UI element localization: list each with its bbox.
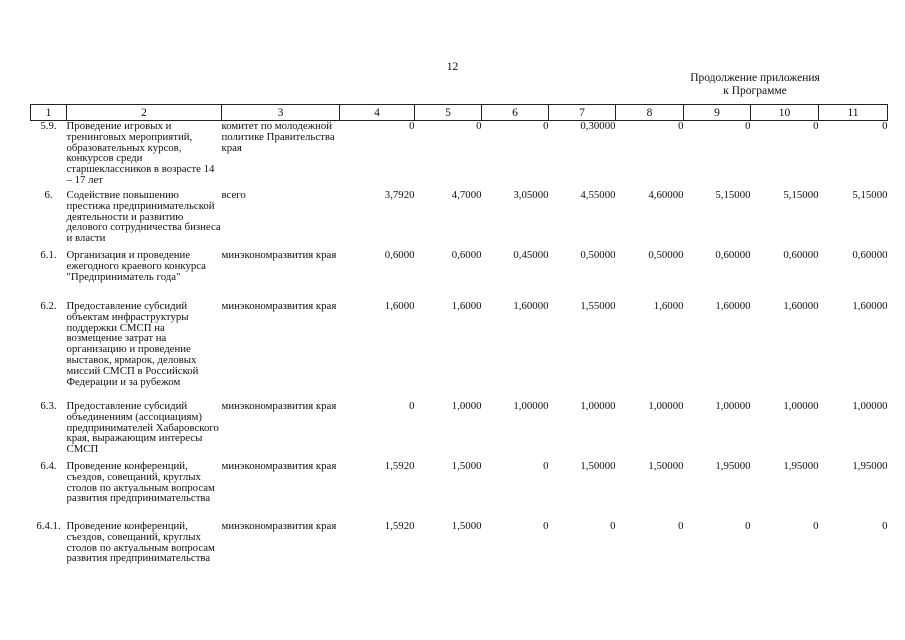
executor: комитет по молодежной политике Правительства края (221, 120, 335, 154)
value-cell: 0 (745, 520, 751, 532)
executor: минэкономразвития края (221, 300, 337, 312)
executor: минэкономразвития края (221, 460, 337, 472)
value-cell: 3,7920 (384, 189, 415, 201)
row-number: 6.2. (40, 300, 57, 312)
table-row (31, 121, 888, 191)
value-cell: 1,60000 (783, 300, 819, 312)
value-cell: 0 (813, 120, 819, 132)
value-cell: 1,5920 (384, 460, 415, 472)
table-row (31, 461, 888, 521)
value-cell: 1,6000 (384, 300, 415, 312)
measure-name: Проведение конференций, съездов, совещаний, круглых столов по актуальным вопросам развития предпринимательства (66, 520, 215, 565)
value-cell: 1,5000 (451, 460, 482, 472)
measure-name: Предоставление субсидий объектам инфраструктуры поддержки СМСП на возмещение затрат на организацию и проведение выставок, ярмарок, деловых миссий СМСП в Российской Федерации и за рубежом (66, 300, 199, 388)
continuation-label: Продолжение приложения (690, 72, 820, 84)
row-number: 6.4. (40, 460, 57, 472)
value-cell: 0 (882, 520, 888, 532)
value-cell: 0,30000 (580, 120, 616, 132)
value-cell: 1,5000 (451, 520, 482, 532)
column-header: 7 (549, 105, 616, 121)
value-cell: 1,6000 (653, 300, 684, 312)
value-cell: 0 (409, 120, 415, 132)
value-cell: 0 (882, 120, 888, 132)
value-cell: 1,00000 (648, 400, 684, 412)
value-cell: 0 (813, 520, 819, 532)
value-cell: 1,95000 (852, 460, 888, 472)
value-cell: 0 (745, 120, 751, 132)
value-cell: 0,50000 (648, 249, 684, 261)
row-number: 6.4.1. (36, 520, 61, 532)
column-header: 4 (340, 105, 415, 121)
column-header: 11 (819, 105, 888, 121)
value-cell: 0,60000 (852, 249, 888, 261)
column-header: 1 (31, 105, 67, 121)
measure-name: Проведение конференций, съездов, совещаний, круглых столов по актуальным вопросам развития предпринимательства (66, 460, 215, 505)
value-cell: 1,6000 (451, 300, 482, 312)
row-number: 5.9. (40, 120, 57, 132)
executor: минэкономразвития края (221, 520, 337, 532)
column-header: 9 (684, 105, 751, 121)
value-cell: 5,15000 (715, 189, 751, 201)
value-cell: 1,60000 (513, 300, 549, 312)
header-row (31, 105, 888, 121)
value-cell: 0 (678, 520, 684, 532)
value-cell: 0,6000 (384, 249, 415, 261)
value-cell: 0 (476, 120, 482, 132)
value-cell: 1,60000 (852, 300, 888, 312)
row-number: 6.3. (40, 400, 57, 412)
value-cell: 1,60000 (715, 300, 751, 312)
executor: всего (221, 189, 246, 201)
value-cell: 1,95000 (715, 460, 751, 472)
column-header: 2 (67, 105, 222, 121)
value-cell: 1,50000 (580, 460, 616, 472)
column-header: 6 (482, 105, 549, 121)
measure-name: Организация и проведение ежегодного краевого конкурса "Предприниматель года" (66, 249, 206, 283)
value-cell: 0 (678, 120, 684, 132)
value-cell: 1,55000 (580, 300, 616, 312)
table-row (31, 301, 888, 401)
value-cell: 1,0000 (451, 400, 482, 412)
value-cell: 5,15000 (852, 189, 888, 201)
value-cell: 4,7000 (451, 189, 482, 201)
value-cell: 0 (543, 520, 549, 532)
row-number: 6. (44, 189, 53, 201)
value-cell: 0,50000 (580, 249, 616, 261)
measure-name: Предоставление субсидий объединениям (ассоциациям) предпринимателей Хабаровского края, выражающим интересы СМСП (66, 400, 219, 456)
value-cell: 0,6000 (451, 249, 482, 261)
value-cell: 1,00000 (580, 400, 616, 412)
value-cell: 1,5920 (384, 520, 415, 532)
value-cell: 0,60000 (783, 249, 819, 261)
column-header: 3 (222, 105, 340, 121)
value-cell: 0 (543, 460, 549, 472)
value-cell: 4,55000 (580, 189, 616, 201)
value-cell: 1,00000 (513, 400, 549, 412)
value-cell: 5,15000 (783, 189, 819, 201)
value-cell: 1,95000 (783, 460, 819, 472)
value-cell: 1,00000 (783, 400, 819, 412)
value-cell: 1,00000 (852, 400, 888, 412)
value-cell: 0 (610, 520, 616, 532)
value-cell: 0,45000 (513, 249, 549, 261)
value-cell: 1,50000 (648, 460, 684, 472)
value-cell: 0,60000 (715, 249, 751, 261)
value-cell: 0 (543, 120, 549, 132)
value-cell: 1,00000 (715, 400, 751, 412)
row-number: 6.1. (40, 249, 57, 261)
executor: минэкономразвития края (221, 400, 337, 412)
continuation-note (650, 72, 860, 98)
executor: минэкономразвития края (221, 249, 337, 261)
page-number: 12 (446, 61, 459, 73)
program-table (30, 104, 888, 581)
table-row (31, 190, 888, 250)
continuation-sublabel: к Программе (723, 85, 787, 97)
measure-name: Проведение игровых и тренинговых мероприятий, образовательных курсов, конкурсов среди старшеклассников в возрасте 14 – 17 лет (66, 120, 215, 186)
measure-name: Содействие повышению престижа предпринимательской деятельности и развитию делового сотрудничества бизнеса и власти (66, 189, 221, 245)
table-row (31, 250, 888, 301)
value-cell: 3,05000 (513, 189, 549, 201)
table-row (31, 521, 888, 581)
value-cell: 4,60000 (648, 189, 684, 201)
table-row (31, 401, 888, 461)
column-header: 10 (751, 105, 819, 121)
value-cell: 0 (409, 400, 415, 412)
column-header: 8 (616, 105, 684, 121)
column-header: 5 (415, 105, 482, 121)
